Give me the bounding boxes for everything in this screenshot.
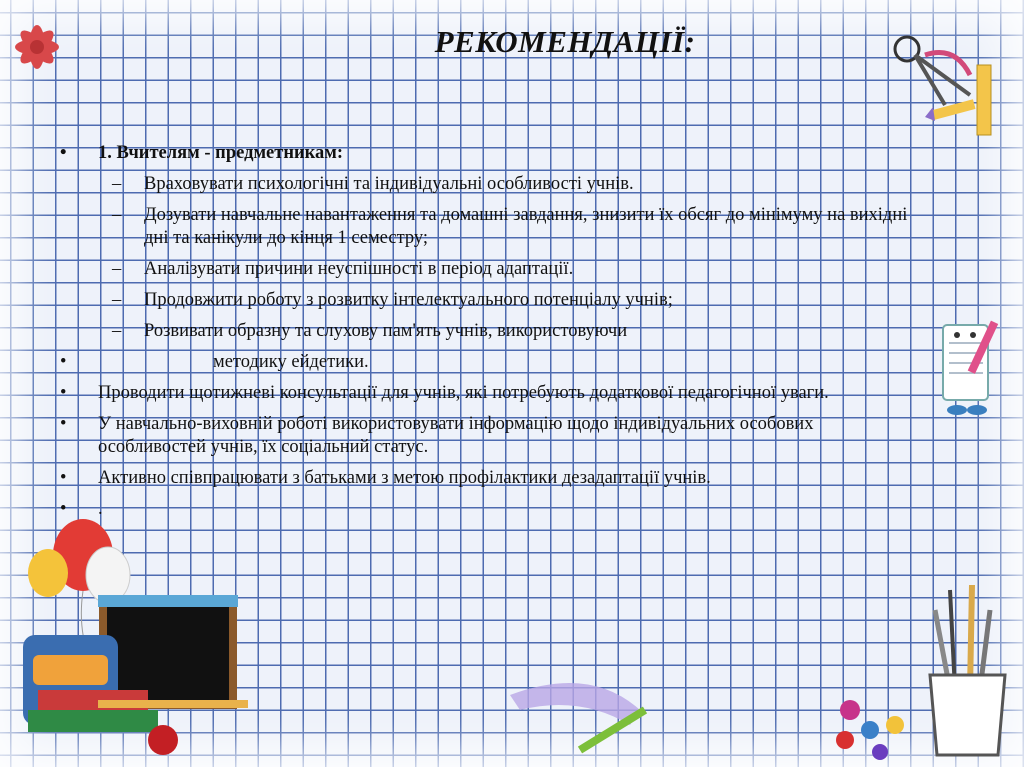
- list-subitem: [60, 258, 910, 281]
- list-subitem: [60, 204, 910, 250]
- list-item: [60, 142, 910, 165]
- bullet-icon: •: [60, 499, 67, 519]
- dash-icon: –: [112, 321, 122, 341]
- dash-icon: –: [112, 290, 122, 310]
- list-subitem: [60, 320, 910, 343]
- list-item-text: методику ейдетики.: [213, 352, 369, 372]
- list-subitem: [60, 289, 910, 312]
- list-item: [60, 382, 910, 405]
- school-supplies-illustration: [8, 515, 258, 765]
- list-item-text: Аналізувати причини неуспішності в період адаптації.: [144, 259, 574, 279]
- recommendations-list: [60, 142, 910, 529]
- notepad-character-icon: [935, 315, 1010, 425]
- slide-title: РЕКОМЕНДАЦІЇ:: [434, 24, 696, 59]
- list-item-text: Враховувати психологічні та індивідуальні особливості учнів.: [144, 174, 634, 194]
- bullet-icon: •: [60, 414, 67, 434]
- list-item-text: Проводити щотижневі консультації для учнів, які потребують додаткової педагогічної уваги.: [98, 383, 829, 403]
- list-item-text: Розвивати образну та слухову пам'ять учнів, використовуючи: [144, 321, 628, 341]
- list-item: [60, 351, 910, 374]
- list-item: [60, 498, 910, 521]
- list-item-text: Дозувати навчальне навантаження та домашні завдання, знизити їх обсяг до мінімуму на вихідні дні та канікули до кінця 1 семестру;: [144, 205, 908, 248]
- list-item: [60, 413, 910, 459]
- dash-icon: –: [112, 174, 122, 194]
- list-item-text: 1. Вчителям - предметникам:: [98, 143, 344, 163]
- bullet-icon: •: [60, 143, 67, 163]
- list-item: [60, 467, 910, 490]
- bullet-icon: •: [60, 383, 67, 403]
- dash-icon: –: [112, 205, 122, 225]
- list-subitem: [60, 173, 910, 196]
- protractor-pins-illustration: [500, 670, 930, 765]
- list-item-text: Продовжити роботу з розвитку інтелектуального потенціалу учнів;: [144, 290, 673, 310]
- dash-icon: –: [112, 259, 122, 279]
- bullet-icon: •: [60, 352, 67, 372]
- list-item-text: .: [98, 499, 103, 519]
- bullet-icon: •: [60, 468, 67, 488]
- list-item-text: Активно співпрацювати з батьками з метою профілактики дезадаптації учнів.: [98, 468, 711, 488]
- list-item-text: У навчально-виховній роботі використовувати інформацію щодо індивідуальних особових особливостей учнів, їх соціальний статус.: [98, 414, 814, 457]
